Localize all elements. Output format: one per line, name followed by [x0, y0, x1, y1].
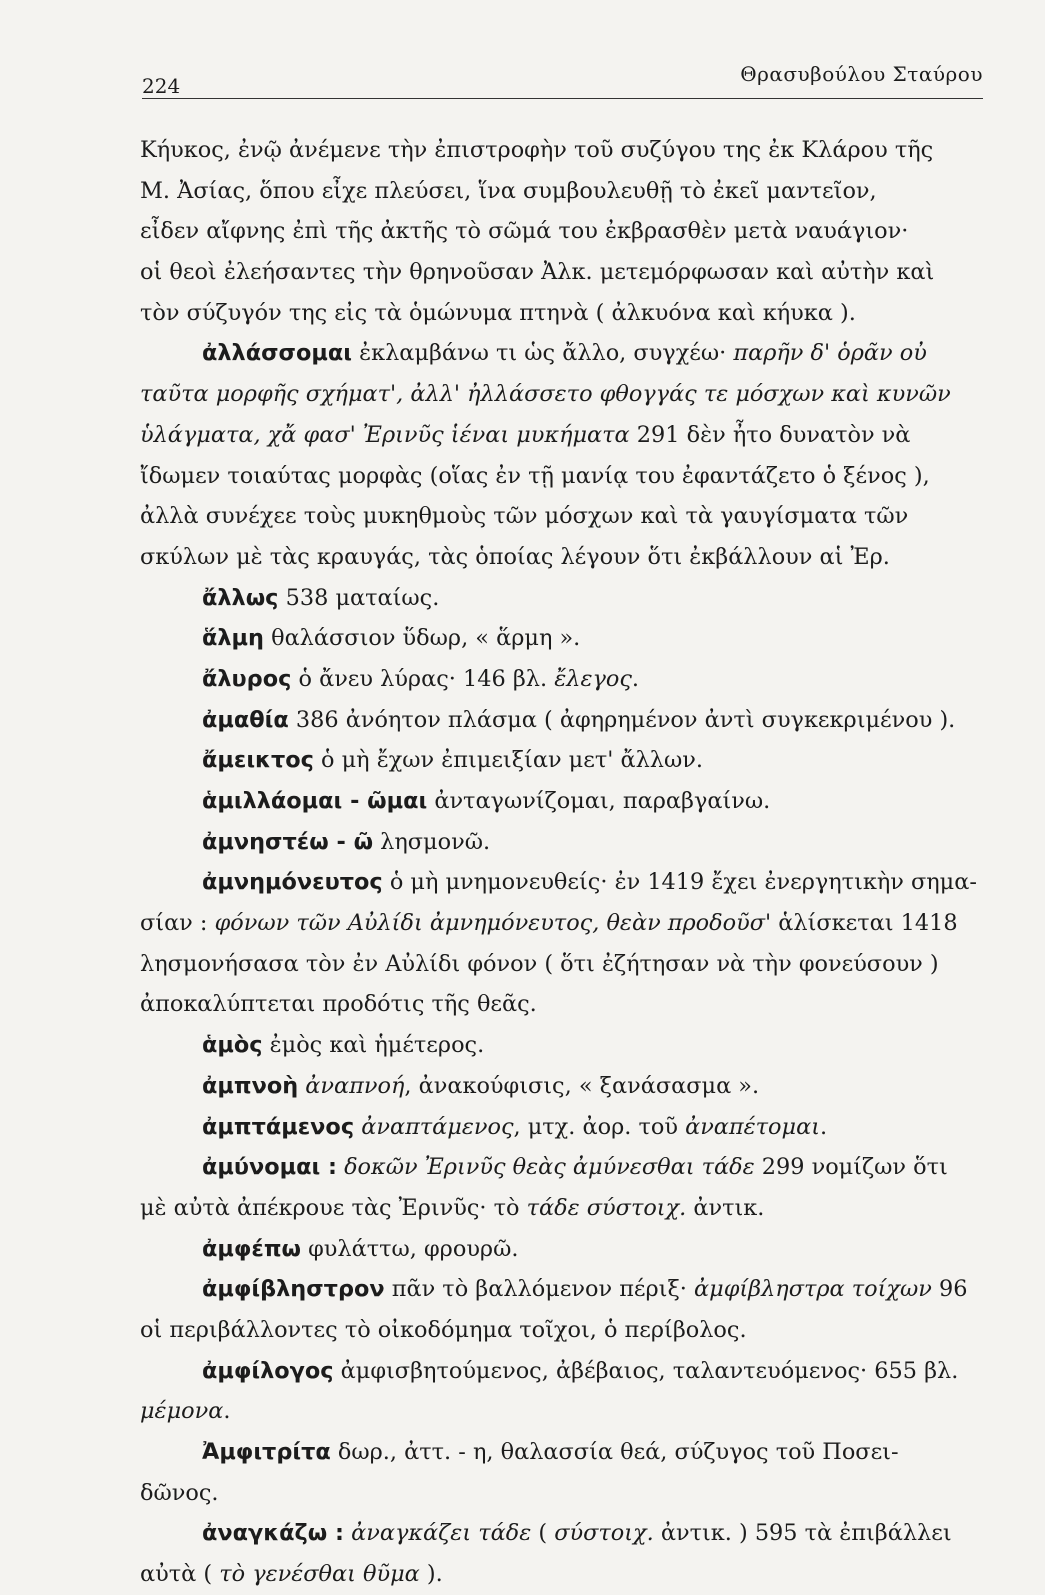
quotation-text: ὑλάγματα, χἄ φασ' Ἐρινῦς ἱέναι μυκήματα	[140, 421, 630, 448]
gloss-text: εἶδεν αἴφνης ἐπὶ τῆς ἀκτῆς τὸ σῶμά του ἐκβρασθὲν μετὰ ναυάγιον·	[140, 218, 909, 245]
quotation-text: τάδε σύστοιχ.	[526, 1194, 687, 1221]
gloss-text: , μτχ. ἀορ. τοῦ	[513, 1113, 686, 1140]
headword: ἀλλάσσομαι	[202, 340, 352, 367]
text-line	[140, 1310, 990, 1351]
quotation-text: ἀναπέτομαι	[685, 1113, 820, 1140]
gloss-text: ὁ ἄνευ λύρας· 146 βλ.	[291, 665, 555, 692]
entry-line	[140, 1147, 990, 1188]
entry-line	[140, 781, 990, 822]
text-line	[140, 537, 990, 578]
text-line	[140, 374, 990, 415]
headword: ἀμνημόνευτος	[202, 869, 383, 896]
headword: ἀμαθία	[202, 706, 289, 733]
entry-line	[140, 740, 990, 781]
gloss-text: οἱ θεοὶ ἐλεήσαντες τὴν θρηνοῦσαν Ἀλκ. μετεμόρφωσαν καὶ αὐτὴν καὶ	[140, 259, 935, 286]
entry-line	[140, 1066, 990, 1107]
gloss-text: 386 ἀνόητον πλάσμα ( ἀφηρημένον ἀντὶ συγκεκριμένου ).	[288, 706, 956, 733]
gloss-text: θαλάσσιον ὕδωρ, « ἅρμη ».	[263, 625, 581, 652]
text-line	[140, 1473, 990, 1514]
gloss-text: Μ. Ἀσίας, ὅπου εἶχε πλεύσει, ἵνα συμβουλευθῇ τὸ ἐκεῖ μαντεῖον,	[140, 177, 877, 204]
gloss-text: (	[531, 1520, 555, 1547]
entry-line	[140, 578, 990, 619]
quotation-text: ἔλεγος	[554, 665, 632, 692]
text-line	[140, 1188, 990, 1229]
gloss-text: ἴδωμεν τοιαύτας μορφὰς (οἵας ἐν τῇ μανίᾳ του ἐφαντάζετο ὁ ξένος ),	[140, 462, 930, 489]
gloss-text: ).	[419, 1561, 443, 1588]
text-line	[140, 944, 990, 985]
text-line	[140, 252, 990, 293]
gloss-text: σίαν :	[140, 910, 215, 937]
quotation-text: ἀμφίβληστρα τοίχων	[694, 1276, 932, 1303]
headword: ἀμνηστέω - ῶ	[202, 828, 374, 855]
gloss-text: 291 δὲν ἦτο δυνατὸν νὰ	[629, 421, 911, 448]
gloss-text: οἱ περιβάλλοντες τὸ οἰκοδόμημα τοῖχοι, ὁ περίβολος.	[140, 1316, 747, 1343]
headword: ἁμιλλάομαι - ῶμαι	[202, 788, 428, 814]
headword: ἀμπνοὴ	[202, 1072, 299, 1099]
headword: ἁμὸς	[202, 1032, 263, 1059]
gloss-text: ἀντικ. ) 595 τὰ ἐπιβάλλει	[653, 1520, 952, 1547]
gloss-text: ἐμὸς καὶ ἡμέτερος.	[262, 1032, 485, 1059]
glossary-body	[140, 130, 990, 1595]
entry-line	[140, 659, 990, 700]
gloss-text: αὐτὰ (	[140, 1561, 220, 1588]
entry-line	[140, 1025, 990, 1066]
gloss-text: λησμονήσασα τὸν ἐν Αὐλίδι φόνον ( ὅτι ἐζήτησαν νὰ τὴν φονεύσουν )	[140, 950, 939, 977]
gloss-text	[344, 1520, 351, 1546]
gloss-text: 96	[931, 1276, 968, 1303]
gloss-text: φυλάττω, φρουρῶ.	[301, 1235, 519, 1262]
quotation-text: σύστοιχ.	[554, 1520, 654, 1547]
gloss-text: ἀλλὰ συνέχεε τοὺς μυκηθμοὺς τῶν μόσχων καὶ τὰ γαυγίσματα τῶν	[140, 503, 909, 530]
entry-line	[140, 1513, 990, 1554]
quotation-text: φόνων τῶν Αὐλίδι ἀμνημόνευτος, θεὰν προδοῦσ'	[214, 910, 772, 937]
entry-line	[140, 1269, 990, 1310]
gloss-text: ἀνταγωνίζομαι, παραβγαίνω.	[427, 788, 771, 814]
text-line	[140, 1554, 990, 1595]
running-title: Θρασυβούλου Σταύρου	[740, 62, 983, 86]
gloss-text: 299 νομίζων ὅτι	[754, 1154, 948, 1181]
gloss-text: .	[631, 665, 639, 692]
quotation-text: ταῦτα μορφῆς σχήματ', ἀλλ' ἠλλάσσετο φθογγάς τε μόσχων καὶ κυνῶν	[140, 381, 951, 408]
entry-line	[140, 618, 990, 659]
gloss-text: μὲ αὐτὰ ἀπέκρουε τὰς Ἐρινῦς· τὸ	[140, 1194, 527, 1221]
text-line	[140, 456, 990, 497]
gloss-text: .	[223, 1398, 231, 1425]
headword: ἄλλως	[202, 584, 279, 611]
gloss-text: πᾶν τὸ βαλλόμενον πέριξ·	[384, 1276, 695, 1303]
gloss-text: ἁλίσκεται 1418	[771, 910, 958, 937]
entry-line	[140, 822, 990, 863]
gloss-text: Κήυκος, ἐνῷ ἀνέμενε τὴν ἐπιστροφὴν τοῦ συζύγου της ἐκ Κλάρου τῆς	[140, 137, 934, 163]
headword: ἀναγκάζω :	[202, 1520, 344, 1547]
headword: ἀμπτάμενος	[202, 1113, 355, 1140]
gloss-text: ἀμφισβητούμενος, ἀβέβαιος, ταλαντευόμενος· 655 βλ.	[333, 1357, 959, 1384]
entry-line	[140, 700, 990, 741]
quotation-text: ἀναγκάζει τάδε	[351, 1520, 532, 1547]
gloss-text: ὁ μὴ ἔχων ἐπιμειξίαν μετ' ἄλλων.	[313, 747, 703, 774]
gloss-text: δῶνος.	[140, 1479, 219, 1506]
headword: ἄμεικτος	[202, 747, 314, 774]
text-line	[140, 984, 990, 1025]
gloss-text: τὸν σύζυγόν της εἰς τὰ ὁμώνυμα πτηνὰ ( ἀλκυόνα καὶ κήυκα ).	[140, 299, 856, 326]
gloss-text: δωρ., ἀττ. - η, θαλασσία θεά, σύζυγος τοῦ Ποσει-	[330, 1439, 899, 1465]
gloss-text: ἐκλαμβάνω τι ὡς ἄλλο, συγχέω·	[351, 340, 734, 367]
text-line	[140, 415, 990, 456]
gloss-text: σκύλων μὲ τὰς κραυγάς, τὰς ὁποίας λέγουν ὅτι ἐκβάλλουν αἱ Ἐρ.	[140, 543, 890, 570]
quotation-text: δοκῶν Ἐρινῦς θεὰς ἀμύνεσθαι τάδε	[344, 1154, 755, 1181]
quotation-text: ἀναπτάμενος	[361, 1113, 514, 1140]
gloss-text: , ἀνακούφισις, « ξανάσασμα ».	[404, 1072, 760, 1099]
headword: ἀμφίβληστρον	[202, 1276, 385, 1303]
entry-line	[140, 1432, 990, 1473]
headword: ἀμφέπω	[202, 1235, 302, 1262]
text-line	[140, 130, 990, 171]
page-number: 224	[142, 74, 181, 98]
text-line	[140, 211, 990, 252]
headword: ἅλμη	[202, 625, 264, 652]
quotation-text: μέμονα	[140, 1398, 224, 1425]
text-line	[140, 171, 990, 212]
page-header	[142, 62, 983, 99]
headword: ἄλυρος	[202, 665, 292, 692]
gloss-text	[337, 1154, 344, 1180]
gloss-text: 538 ματαίως.	[278, 584, 440, 611]
gloss-text: ἀποκαλύπτεται προδότις τῆς θεᾶς.	[140, 991, 537, 1018]
quotation-text: ἀναπνοή	[305, 1072, 405, 1099]
headword: ἀμύνομαι :	[202, 1154, 337, 1181]
text-line	[140, 1391, 990, 1432]
headword: Ἀμφιτρίτα	[202, 1439, 331, 1465]
text-line	[140, 903, 990, 944]
quotation-text: τὸ γενέσθαι θῦμα	[219, 1561, 420, 1588]
gloss-text: λησμονῶ.	[373, 828, 491, 855]
entry-line	[140, 1107, 990, 1148]
entry-line	[140, 862, 990, 903]
headword: ἀμφίλογος	[202, 1357, 334, 1384]
gloss-text: ἀντικ.	[686, 1194, 765, 1221]
text-line	[140, 293, 990, 334]
quotation-text: παρῆν δ' ὁρᾶν οὐ	[733, 340, 927, 367]
entry-line	[140, 333, 990, 374]
gloss-text: ὁ μὴ μνημονευθείς· ἐν 1419 ἔχει ἐνεργητικὴν σημα-	[382, 869, 977, 896]
gloss-text: .	[819, 1113, 828, 1140]
entry-line	[140, 1351, 990, 1392]
text-line	[140, 496, 990, 537]
entry-line	[140, 1229, 990, 1270]
